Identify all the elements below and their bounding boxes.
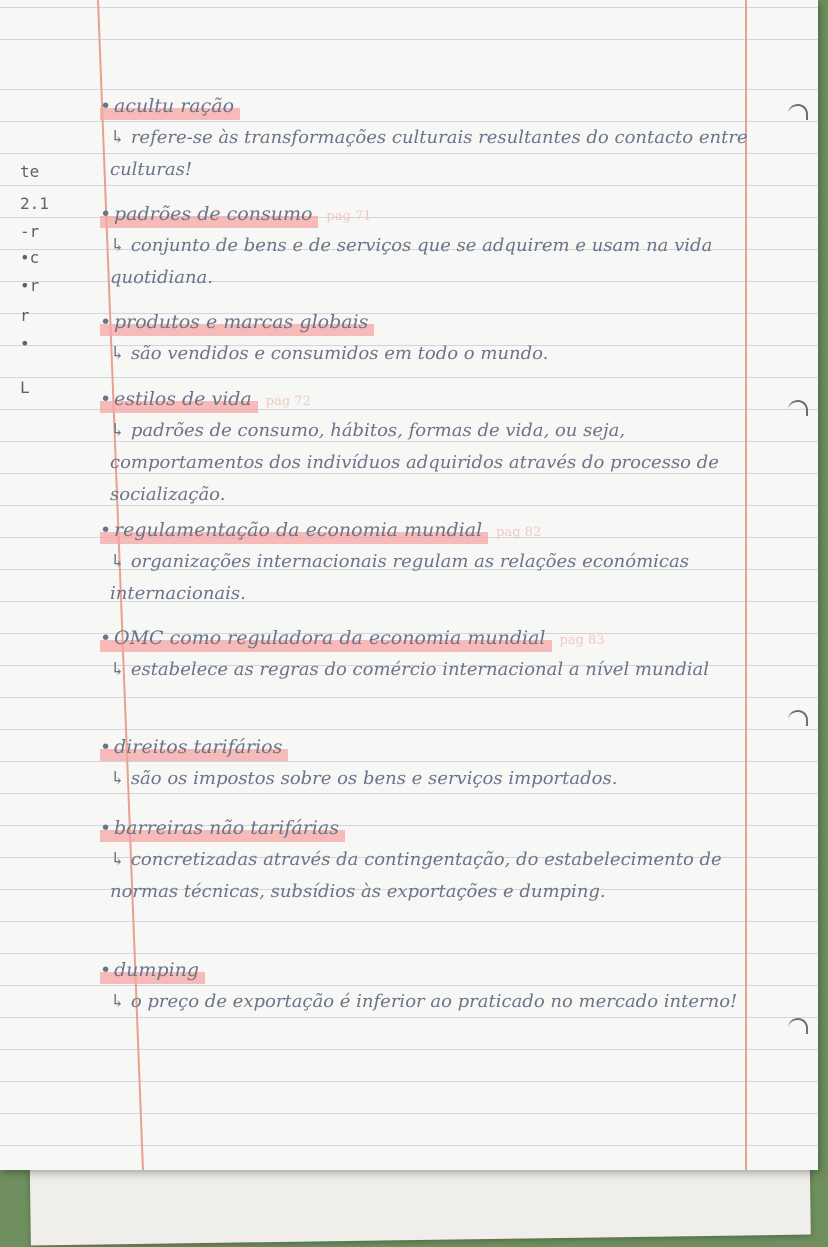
note-definition: ↳ são vendidos e consumidos em todo o mundo. xyxy=(110,338,750,370)
gutter-mark: te xyxy=(20,162,40,181)
note-entry xyxy=(100,385,750,511)
note-entry xyxy=(100,92,750,186)
note-entry xyxy=(100,733,750,795)
gutter-mark: •c xyxy=(20,248,40,267)
binder-ring-icon xyxy=(788,1018,808,1034)
gutter-mark: 2.1 xyxy=(20,194,49,213)
binder-ring-icon xyxy=(788,710,808,726)
note-term: • OMC como reguladora da economia mundial xyxy=(100,624,552,652)
binder-ring-icon xyxy=(788,104,808,120)
note-definition: ↳ padrões de consumo, hábitos, formas de vida, ou seja, comportamentos dos indivíduos adquiridos através do processo de socialização. xyxy=(110,415,750,511)
note-term: • direitos tarifários xyxy=(100,733,288,761)
note-entry xyxy=(100,956,750,1018)
note-definition: ↳ organizações internacionais regulam as relações económicas internacionais. xyxy=(110,546,750,610)
note-term: • padrões de consumo xyxy=(100,200,318,228)
note-term: • dumping xyxy=(100,956,205,984)
note-entry xyxy=(100,814,750,908)
note-term: • estilos de vida xyxy=(100,385,258,413)
gutter-mark: r xyxy=(20,306,30,325)
note-definition: ↳ o preço de exportação é inferior ao praticado no mercado interno! xyxy=(110,986,750,1018)
note-entry xyxy=(100,308,750,370)
note-entry xyxy=(100,624,750,686)
note-term: • barreiras não tarifárias xyxy=(100,814,345,842)
note-term: • produtos e marcas globais xyxy=(100,308,374,336)
note-definition: ↳ estabelece as regras do comércio internacional a nível mundial xyxy=(110,654,750,686)
note-definition: ↳ são os impostos sobre os bens e serviços importados. xyxy=(110,763,750,795)
gutter-mark: -r xyxy=(20,222,40,241)
page-reference: pag 83 xyxy=(559,633,605,648)
note-definition: ↳ concretizadas através da contingentação, do estabelecimento de normas técnicas, subsídios às exportações e dumping. xyxy=(110,844,750,908)
page-reference: pag 71 xyxy=(326,209,372,224)
page-reference: pag 72 xyxy=(265,394,311,409)
note-entry xyxy=(100,200,750,294)
note-definition: ↳ conjunto de bens e de serviços que se adquirem e usam na vida quotidiana. xyxy=(110,230,750,294)
note-definition: ↳ refere-se às transformações culturais resultantes do contacto entre culturas! xyxy=(110,122,750,186)
note-term: • regulamentação da economia mundial xyxy=(100,516,488,544)
binder-ring-icon xyxy=(788,400,808,416)
note-entry xyxy=(100,516,750,610)
gutter-mark: •r xyxy=(20,276,40,295)
note-term: • acultu ração xyxy=(100,92,240,120)
gutter-mark: • xyxy=(20,334,30,353)
page-reference: pag 82 xyxy=(496,525,542,540)
gutter-mark: L xyxy=(20,378,30,397)
